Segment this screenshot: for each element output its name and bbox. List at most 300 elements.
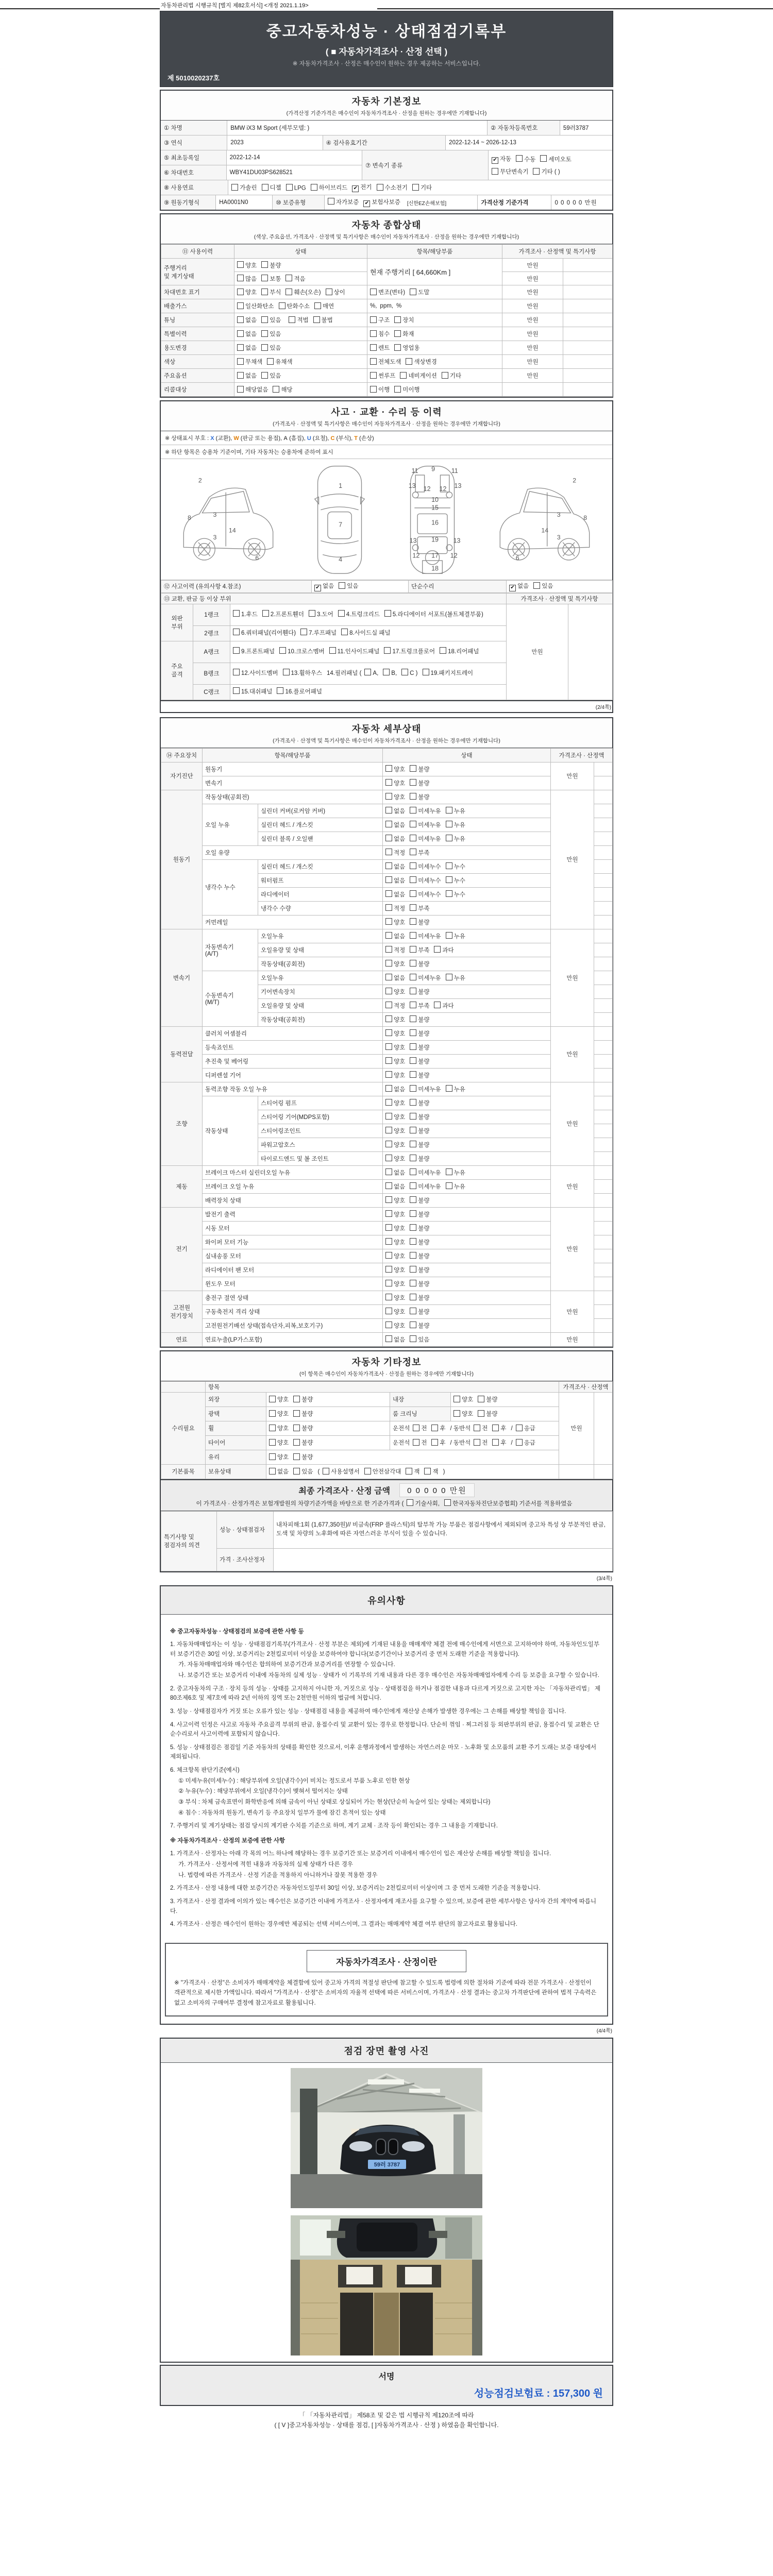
checkbox[interactable] (446, 932, 452, 939)
checkbox-option[interactable] (370, 288, 405, 296)
checkbox-option[interactable] (516, 1424, 535, 1432)
checkbox-option[interactable] (273, 385, 292, 394)
checkbox-option[interactable] (410, 932, 441, 940)
checkbox-option[interactable] (410, 288, 429, 296)
checkbox-option[interactable] (385, 974, 405, 982)
checkbox[interactable] (237, 316, 244, 323)
checkbox[interactable] (293, 1439, 300, 1446)
checkbox-option[interactable] (385, 821, 405, 829)
checkbox-option[interactable] (434, 1002, 453, 1010)
checkbox-option[interactable] (394, 344, 419, 352)
checkbox-option[interactable] (434, 946, 453, 954)
checkbox[interactable] (328, 198, 334, 205)
checkbox[interactable] (516, 1425, 523, 1431)
checkbox-option[interactable] (410, 1029, 429, 1038)
checkbox[interactable]: ✔ (509, 585, 516, 591)
checkbox-option[interactable] (237, 288, 257, 296)
checkbox-option[interactable] (262, 183, 281, 192)
checkbox[interactable] (293, 1453, 300, 1460)
checkbox[interactable] (364, 1468, 371, 1475)
checkbox[interactable]: ✔ (314, 585, 321, 591)
checkbox-option[interactable] (410, 1238, 429, 1246)
checkbox[interactable] (237, 289, 244, 295)
checkbox-option[interactable] (410, 1015, 429, 1024)
checkbox[interactable] (410, 1280, 416, 1286)
checkbox[interactable] (410, 1308, 416, 1314)
checkbox-option[interactable] (385, 835, 405, 843)
checkbox-option[interactable] (385, 862, 405, 871)
checkbox-option[interactable] (300, 628, 337, 639)
checkbox[interactable] (262, 610, 269, 617)
checkbox[interactable] (410, 1099, 416, 1106)
checkbox-option[interactable] (410, 765, 429, 773)
checkbox[interactable] (293, 1396, 300, 1402)
checkbox-option[interactable] (385, 779, 405, 787)
checkbox-option[interactable] (453, 1395, 473, 1403)
checkbox[interactable] (385, 1224, 392, 1231)
checkbox-option[interactable] (533, 582, 553, 590)
checkbox[interactable] (385, 862, 392, 869)
checkbox[interactable] (385, 1210, 392, 1217)
checkbox-option[interactable] (293, 1453, 313, 1461)
checkbox[interactable] (314, 302, 321, 309)
checkbox-option[interactable] (261, 316, 281, 324)
checkbox-option[interactable] (446, 807, 465, 815)
checkbox[interactable] (478, 1396, 484, 1402)
checkbox-option[interactable] (384, 647, 435, 657)
checkbox[interactable] (385, 1099, 392, 1106)
checkbox[interactable] (237, 358, 244, 365)
checkbox[interactable] (401, 669, 408, 675)
checkbox[interactable] (410, 1085, 416, 1092)
checkbox-option[interactable] (446, 932, 465, 940)
checkbox[interactable] (406, 1468, 412, 1475)
checkbox-option[interactable] (262, 609, 304, 620)
checkbox[interactable] (293, 1410, 300, 1417)
checkbox[interactable] (339, 582, 345, 589)
checkbox[interactable] (410, 876, 416, 883)
checkbox-option[interactable] (410, 1280, 429, 1288)
checkbox-option[interactable] (237, 344, 257, 352)
checkbox[interactable] (446, 1085, 452, 1092)
checkbox[interactable] (326, 289, 332, 295)
checkbox-option[interactable] (269, 1467, 289, 1476)
checkbox-option[interactable] (406, 1467, 419, 1476)
checkbox-option[interactable] (410, 1252, 429, 1260)
checkbox-option[interactable] (394, 385, 419, 394)
checkbox-option[interactable] (261, 330, 281, 338)
checkbox[interactable] (370, 358, 377, 365)
checkbox-option[interactable] (446, 1182, 465, 1191)
checkbox-option[interactable] (446, 974, 465, 982)
checkbox-option[interactable] (410, 1196, 429, 1205)
checkbox[interactable] (410, 1252, 416, 1259)
checkbox[interactable] (385, 1127, 392, 1133)
checkbox[interactable] (385, 1043, 392, 1050)
checkbox-option[interactable] (410, 1224, 429, 1232)
checkbox-option[interactable] (385, 1155, 405, 1163)
checkbox-option[interactable] (289, 316, 308, 324)
checkbox[interactable] (385, 1335, 392, 1342)
checkbox[interactable] (410, 1002, 416, 1008)
checkbox[interactable] (269, 1468, 276, 1475)
checkbox-option[interactable] (233, 647, 275, 657)
checkbox-option[interactable] (385, 1002, 405, 1010)
checkbox[interactable] (446, 835, 452, 841)
checkbox-option[interactable] (267, 358, 292, 366)
checkbox[interactable] (440, 647, 446, 654)
checkbox-option[interactable] (410, 1294, 429, 1302)
checkbox-option[interactable] (410, 988, 429, 996)
checkbox[interactable] (446, 974, 452, 980)
checkbox[interactable] (423, 669, 429, 675)
checkbox[interactable] (385, 932, 392, 939)
checkbox[interactable] (385, 1071, 392, 1078)
checkbox[interactable] (410, 1182, 416, 1189)
checkbox[interactable] (370, 289, 377, 295)
checkbox[interactable] (273, 386, 279, 393)
checkbox[interactable] (323, 1468, 329, 1475)
checkbox-option[interactable] (385, 1252, 405, 1260)
checkbox-option[interactable] (328, 198, 359, 206)
checkbox-option[interactable] (410, 1308, 429, 1316)
checkbox-option[interactable] (339, 582, 358, 590)
checkbox[interactable] (385, 1015, 392, 1022)
checkbox-option[interactable] (385, 946, 405, 954)
checkbox[interactable] (237, 386, 244, 393)
checkbox[interactable] (446, 1182, 452, 1189)
checkbox[interactable] (410, 1029, 416, 1036)
checkbox[interactable] (385, 1057, 392, 1064)
checkbox-option[interactable] (233, 668, 278, 679)
checkbox-option[interactable] (410, 1210, 429, 1218)
checkbox[interactable] (410, 988, 416, 994)
checkbox-option[interactable] (410, 1071, 429, 1079)
checkbox-option[interactable] (410, 1182, 441, 1191)
checkbox-option[interactable] (412, 183, 432, 192)
checkbox-option[interactable] (364, 668, 378, 679)
checkbox[interactable] (267, 358, 274, 365)
checkbox-option[interactable] (533, 167, 560, 176)
checkbox[interactable]: ✔ (492, 157, 498, 164)
checkbox[interactable] (410, 1127, 416, 1133)
checkbox[interactable] (410, 946, 416, 953)
checkbox-option[interactable] (237, 275, 257, 283)
checkbox[interactable] (286, 184, 293, 191)
checkbox[interactable] (431, 1439, 438, 1446)
checkbox-option[interactable] (283, 668, 322, 679)
checkbox-option[interactable] (311, 183, 348, 192)
checkbox[interactable] (400, 372, 407, 379)
checkbox-option[interactable] (410, 807, 441, 815)
checkbox[interactable] (261, 275, 268, 281)
checkbox[interactable] (442, 372, 448, 379)
checkbox[interactable] (444, 1499, 451, 1506)
checkbox-option[interactable] (385, 1238, 405, 1246)
checkbox-option[interactable] (385, 876, 405, 885)
checkbox-option[interactable] (509, 582, 529, 591)
checkbox[interactable] (269, 1410, 276, 1417)
checkbox-option[interactable] (516, 155, 535, 163)
checkbox[interactable] (516, 155, 523, 162)
checkbox-option[interactable] (410, 918, 429, 926)
checkbox-option[interactable] (453, 1410, 473, 1418)
checkbox-option[interactable] (352, 183, 372, 193)
checkbox-option[interactable] (385, 1294, 405, 1302)
checkbox-option[interactable] (385, 1196, 405, 1205)
checkbox-option[interactable] (237, 371, 257, 380)
checkbox[interactable] (453, 1396, 460, 1402)
checkbox[interactable] (410, 1043, 416, 1050)
checkbox[interactable] (492, 1425, 499, 1431)
checkbox[interactable] (385, 1085, 392, 1092)
checkbox[interactable] (237, 275, 244, 281)
checkbox[interactable] (394, 316, 401, 323)
checkbox[interactable] (385, 1321, 392, 1328)
checkbox[interactable] (370, 330, 377, 337)
checkbox[interactable] (410, 779, 416, 786)
checkbox-option[interactable] (313, 316, 333, 324)
checkbox[interactable] (289, 316, 295, 323)
checkbox-option[interactable] (410, 974, 441, 982)
checkbox-option[interactable] (385, 1071, 405, 1079)
checkbox-option[interactable] (423, 668, 474, 679)
checkbox[interactable] (385, 1308, 392, 1314)
checkbox-option[interactable] (446, 876, 465, 885)
checkbox[interactable] (410, 1321, 416, 1328)
checkbox-option[interactable] (370, 330, 390, 338)
checkbox[interactable] (385, 918, 392, 925)
checkbox-option[interactable] (394, 330, 414, 338)
checkbox-option[interactable] (400, 371, 437, 380)
checkbox-option[interactable] (410, 1099, 429, 1107)
checkbox-option[interactable] (410, 1155, 429, 1163)
checkbox-option[interactable] (385, 1057, 405, 1065)
checkbox-option[interactable] (492, 167, 529, 176)
checkbox[interactable] (261, 316, 268, 323)
checkbox[interactable] (385, 835, 392, 841)
checkbox[interactable] (446, 876, 452, 883)
checkbox[interactable] (385, 974, 392, 980)
checkbox[interactable] (233, 629, 240, 635)
checkbox-option[interactable] (286, 184, 306, 192)
checkbox-option[interactable] (410, 1085, 441, 1093)
checkbox-option[interactable] (424, 1467, 438, 1476)
checkbox-option[interactable] (385, 1085, 405, 1093)
checkbox-option[interactable] (231, 183, 257, 192)
checkbox[interactable] (533, 168, 540, 175)
checkbox[interactable] (311, 184, 317, 191)
checkbox[interactable] (237, 302, 244, 309)
checkbox[interactable] (385, 876, 392, 883)
checkbox[interactable] (385, 1141, 392, 1147)
checkbox[interactable] (410, 974, 416, 980)
checkbox[interactable] (309, 610, 315, 617)
checkbox[interactable] (410, 821, 416, 827)
checkbox-option[interactable] (444, 1499, 572, 1507)
checkbox[interactable] (385, 1168, 392, 1175)
checkbox-option[interactable] (237, 261, 257, 269)
checkbox-option[interactable] (383, 668, 397, 679)
checkbox[interactable] (410, 932, 416, 939)
checkbox-option[interactable] (370, 344, 390, 352)
checkbox[interactable] (383, 669, 390, 675)
checkbox-option[interactable] (431, 1424, 445, 1432)
checkbox-option[interactable] (385, 1113, 405, 1121)
checkbox-option[interactable] (492, 1438, 506, 1447)
checkbox[interactable] (410, 765, 416, 772)
checkbox-option[interactable] (474, 1424, 488, 1432)
checkbox[interactable] (410, 1113, 416, 1120)
checkbox-option[interactable] (364, 1467, 401, 1476)
checkbox[interactable] (285, 275, 292, 281)
checkbox[interactable] (262, 184, 268, 191)
checkbox[interactable] (384, 647, 391, 654)
checkbox-option[interactable] (293, 1424, 313, 1432)
checkbox-option[interactable] (293, 1395, 313, 1403)
checkbox-option[interactable] (385, 1182, 405, 1191)
checkbox-option[interactable] (492, 155, 511, 164)
checkbox-option[interactable] (413, 1438, 427, 1447)
checkbox[interactable] (446, 862, 452, 869)
checkbox-option[interactable] (413, 1424, 427, 1432)
checkbox-option[interactable] (385, 904, 405, 912)
checkbox-option[interactable] (370, 385, 390, 394)
checkbox-option[interactable] (385, 1335, 405, 1344)
checkbox-option[interactable] (442, 371, 461, 380)
checkbox[interactable] (385, 890, 392, 897)
checkbox-option[interactable] (237, 316, 257, 324)
checkbox[interactable] (385, 1196, 392, 1203)
checkbox[interactable] (377, 184, 383, 191)
checkbox[interactable] (338, 610, 345, 617)
checkbox-option[interactable] (385, 1280, 405, 1288)
checkbox-option[interactable] (279, 302, 310, 310)
checkbox[interactable] (424, 1468, 431, 1475)
checkbox-option[interactable] (478, 1410, 497, 1418)
checkbox-option[interactable] (410, 1043, 429, 1052)
checkbox-option[interactable] (385, 1266, 405, 1274)
checkbox[interactable] (410, 862, 416, 869)
checkbox-option[interactable] (385, 1168, 405, 1177)
checkbox[interactable] (406, 358, 412, 365)
checkbox-option[interactable] (446, 835, 465, 843)
checkbox[interactable] (474, 1439, 480, 1446)
checkbox-option[interactable] (410, 779, 429, 787)
checkbox-option[interactable] (237, 385, 268, 394)
checkbox-option[interactable] (446, 821, 465, 829)
checkbox[interactable] (410, 960, 416, 967)
checkbox-option[interactable] (261, 288, 281, 296)
checkbox[interactable] (410, 1238, 416, 1245)
checkbox-option[interactable] (410, 960, 429, 968)
checkbox-option[interactable] (326, 288, 345, 296)
checkbox-option[interactable] (314, 302, 334, 310)
checkbox-option[interactable] (446, 890, 465, 899)
checkbox-option[interactable] (385, 765, 405, 773)
checkbox-option[interactable] (309, 609, 333, 620)
checkbox-option[interactable] (261, 261, 281, 269)
checkbox-option[interactable] (410, 1321, 429, 1330)
checkbox-option[interactable] (440, 647, 479, 657)
checkbox-option[interactable] (233, 609, 258, 620)
checkbox[interactable] (269, 1439, 276, 1446)
checkbox-option[interactable] (385, 918, 405, 926)
checkbox[interactable] (446, 807, 452, 814)
checkbox[interactable] (385, 821, 392, 827)
checkbox-option[interactable] (269, 1424, 289, 1432)
checkbox[interactable] (341, 629, 348, 635)
checkbox-option[interactable] (410, 1141, 429, 1149)
checkbox-option[interactable] (385, 793, 405, 801)
checkbox[interactable] (446, 890, 452, 897)
checkbox-option[interactable] (385, 1308, 405, 1316)
checkbox-option[interactable] (446, 1085, 465, 1093)
checkbox-option[interactable] (338, 609, 380, 620)
checkbox-option[interactable] (492, 1424, 506, 1432)
checkbox-option[interactable] (385, 1029, 405, 1038)
checkbox[interactable] (394, 344, 401, 351)
checkbox-option[interactable] (385, 849, 405, 857)
checkbox[interactable] (233, 610, 240, 617)
checkbox-option[interactable] (385, 1210, 405, 1218)
checkbox-option[interactable] (394, 316, 414, 324)
checkbox[interactable] (410, 1141, 416, 1147)
checkbox-option[interactable] (385, 1099, 405, 1107)
checkbox[interactable] (453, 1410, 460, 1417)
checkbox[interactable] (540, 155, 547, 162)
checkbox[interactable] (385, 960, 392, 967)
checkbox-option[interactable] (370, 316, 390, 324)
checkbox-option[interactable] (385, 1043, 405, 1052)
checkbox[interactable] (410, 1057, 416, 1064)
checkbox[interactable] (410, 918, 416, 925)
checkbox[interactable] (385, 1266, 392, 1273)
checkbox[interactable] (492, 1439, 499, 1446)
checkbox[interactable] (237, 372, 244, 379)
checkbox[interactable] (385, 1238, 392, 1245)
checkbox[interactable] (410, 289, 416, 295)
checkbox[interactable] (385, 1155, 392, 1161)
checkbox[interactable] (385, 1280, 392, 1286)
checkbox-option[interactable] (410, 890, 441, 899)
checkbox-option[interactable] (516, 1438, 535, 1447)
checkbox-option[interactable] (285, 275, 305, 283)
checkbox[interactable] (410, 793, 416, 800)
checkbox[interactable] (385, 1029, 392, 1036)
checkbox[interactable] (410, 1071, 416, 1078)
checkbox-option[interactable] (410, 835, 441, 843)
checkbox-option[interactable] (384, 609, 483, 620)
checkbox[interactable] (410, 1015, 416, 1022)
checkbox[interactable] (410, 1266, 416, 1273)
checkbox[interactable] (413, 1439, 419, 1446)
checkbox[interactable] (269, 1453, 276, 1460)
checkbox[interactable] (413, 1425, 419, 1431)
checkbox[interactable] (410, 849, 416, 855)
checkbox-option[interactable] (410, 1168, 441, 1177)
checkbox[interactable] (385, 904, 392, 911)
checkbox[interactable] (516, 1439, 523, 1446)
checkbox-option[interactable] (277, 687, 322, 698)
checkbox-option[interactable] (410, 1266, 429, 1274)
checkbox-option[interactable] (385, 1321, 405, 1330)
checkbox[interactable] (279, 302, 285, 309)
checkbox[interactable] (293, 1425, 300, 1431)
checkbox-option[interactable] (269, 1453, 289, 1461)
checkbox[interactable] (283, 669, 290, 675)
checkbox[interactable] (313, 316, 320, 323)
